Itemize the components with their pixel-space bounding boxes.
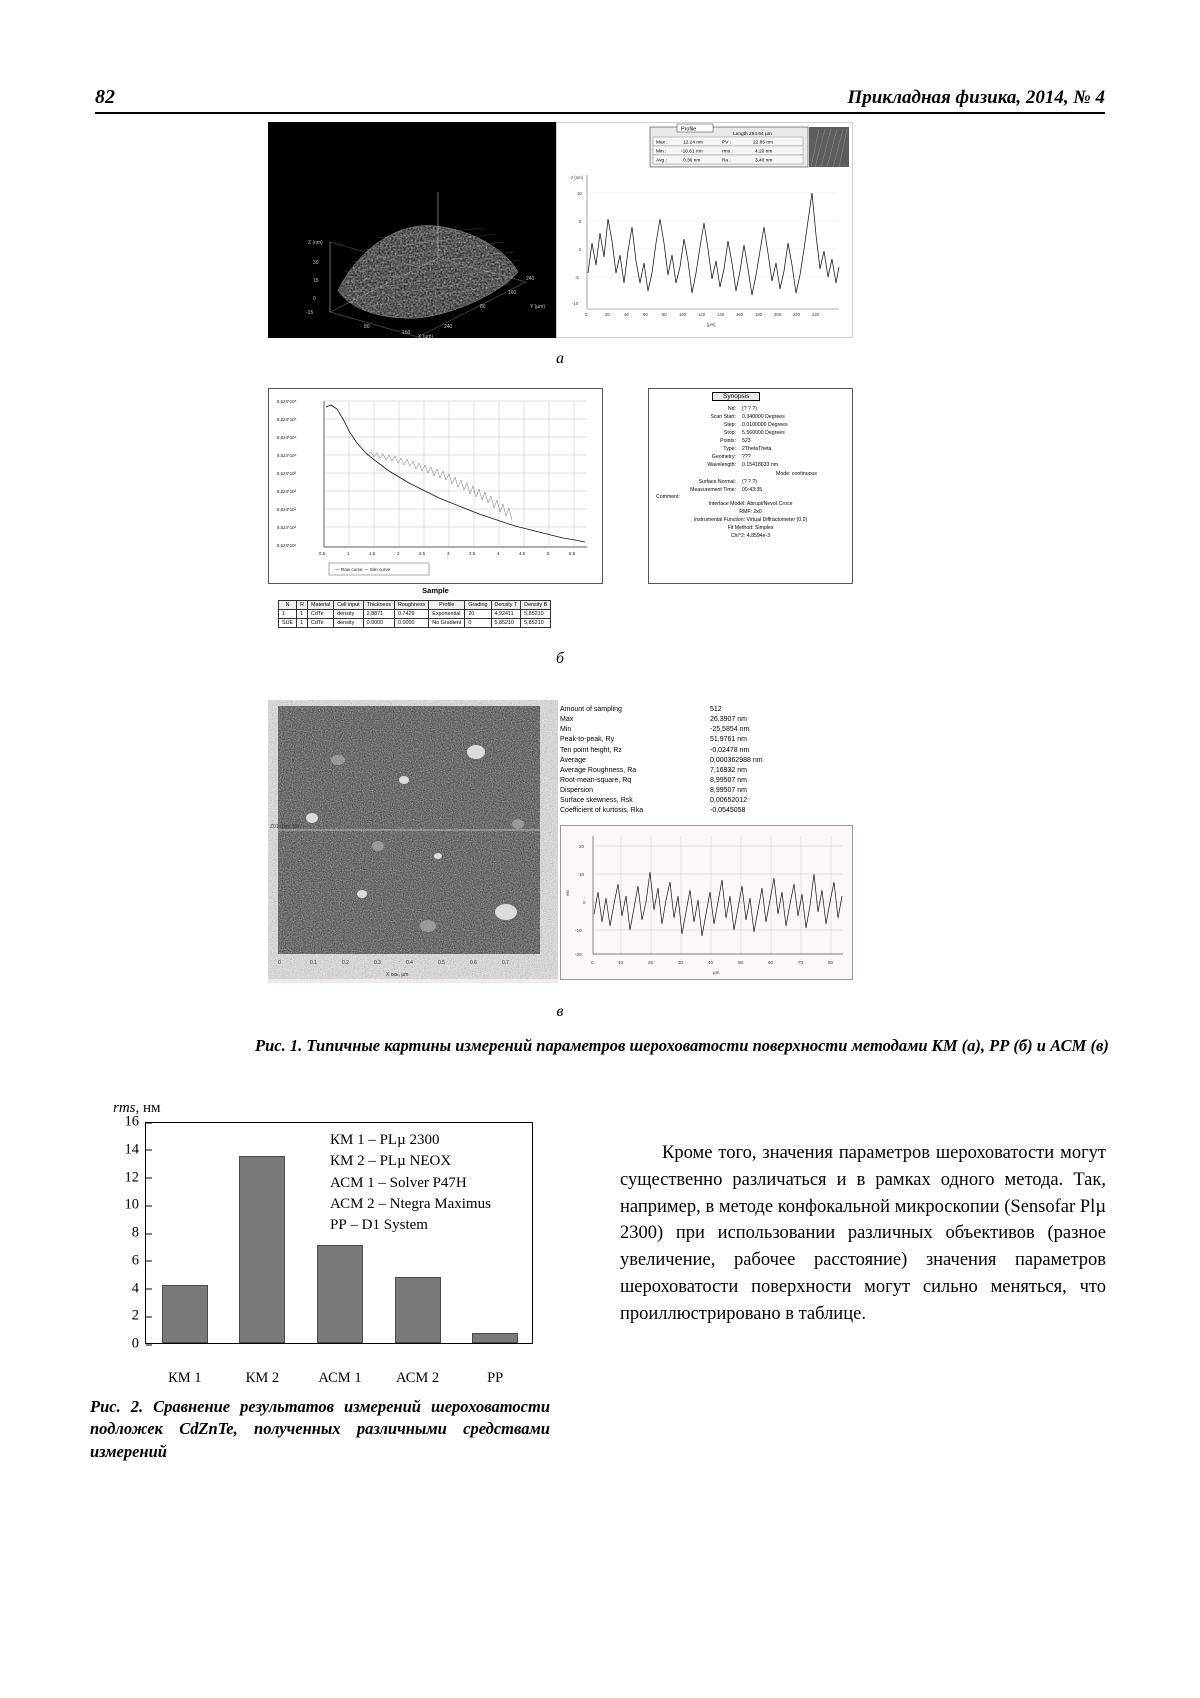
confocal-3d-surface-plot xyxy=(268,122,556,338)
svg-text:z (nm): z (nm) xyxy=(571,175,584,180)
chart-y-tick: 4 xyxy=(132,1280,146,1297)
svg-text:1.5: 1.5 xyxy=(369,551,376,556)
chart-legend-item: КМ 2 – PLµ NEOX xyxy=(330,1153,452,1170)
svg-text:15: 15 xyxy=(313,278,319,284)
figure-1-panel-b xyxy=(268,388,853,643)
chart-y-tick: 14 xyxy=(125,1141,147,1158)
svg-text:Max :: Max : xyxy=(656,140,668,146)
svg-text:80: 80 xyxy=(662,312,667,317)
svg-text:0: 0 xyxy=(591,960,594,965)
svg-text:0: 0 xyxy=(579,247,582,252)
chart-y-tick: 8 xyxy=(132,1225,146,1242)
svg-text:[µm]: [µm] xyxy=(707,322,716,327)
afm-statistics-list: Amount of sampling 512 Max 26,3907 nm Min -25,5854 nm Peak-to-peak, Ry 51,9761 nm Ten point height, Rz -0,02478 nm Average 0,000362988 nm Average Roughness, Ra 7,16932 nm Root-mean-square, Rq 8,99507 nm Dispersion 8,99507 nm Surface skewness, Rsk 0,00652012 Coefficient of kurtosis, Rka -0,0545058 xyxy=(560,706,763,815)
svg-text:8,624*10⁵: 8,624*10⁵ xyxy=(277,417,297,422)
chart-x-tick-label: РР xyxy=(487,1370,504,1386)
figure-1-panel-c-letter: в xyxy=(556,1003,564,1020)
svg-text:Length 254.64 µm: Length 254.64 µm xyxy=(733,132,772,137)
svg-text:8,624*10²: 8,624*10² xyxy=(277,507,297,512)
svg-text:160: 160 xyxy=(736,312,744,317)
chart-bar xyxy=(395,1277,441,1343)
svg-text:-5: -5 xyxy=(575,275,579,280)
svg-text:rms :: rms : xyxy=(722,149,733,155)
svg-text:0: 0 xyxy=(278,960,281,966)
svg-text:240: 240 xyxy=(444,324,453,330)
body-paragraph: Кроме того, значения параметров шероховатости могут существенно различаться и в рамках одного метода. Так, например, в методе конфокальной микроскопии (Sensofar Plµ 2300) при использовании различных объективов (разное увеличение, рабочее расстояние) значения параметров шероховатости поверхности могут сильно меняться, что проиллюстрировано в таблице. xyxy=(620,1143,1106,1324)
svg-text:-10: -10 xyxy=(575,928,582,933)
chart-bar xyxy=(162,1285,208,1343)
figure-1-panel-c xyxy=(268,700,853,995)
svg-text:80: 80 xyxy=(364,324,370,330)
svg-text:3: 3 xyxy=(447,551,450,556)
svg-text:100: 100 xyxy=(679,312,687,317)
svg-text:3.40 nm: 3.40 nm xyxy=(755,158,773,164)
svg-text:60: 60 xyxy=(643,312,648,317)
figure-2-bar-chart xyxy=(95,1100,555,1386)
chart-x-tick-label: АСМ 2 xyxy=(395,1370,440,1386)
svg-text:8,624*10⁴: 8,624*10⁴ xyxy=(277,435,297,440)
svg-text:4.5: 4.5 xyxy=(519,551,526,556)
chart-legend-item: АСМ 1 – Solver P47H xyxy=(330,1174,467,1191)
svg-text:80: 80 xyxy=(828,960,834,965)
svg-text:40: 40 xyxy=(624,312,629,317)
svg-text:-10.61 nm: -10.61 nm xyxy=(681,149,703,155)
header-rule xyxy=(95,112,1105,114)
svg-text:70: 70 xyxy=(798,960,804,965)
svg-text:60: 60 xyxy=(768,960,774,965)
svg-text:8,624*10⁵: 8,624*10⁵ xyxy=(277,399,297,404)
svg-text:Profile: Profile xyxy=(681,126,697,133)
svg-text:1: 1 xyxy=(347,551,350,556)
afm-topography-image xyxy=(268,700,558,983)
svg-text:4: 4 xyxy=(497,551,500,556)
table-row: SUE 1 CdTe density 0.0000 0.0000 No Gradient 0 5,85210 5,85210 xyxy=(279,619,551,628)
chart-bar xyxy=(239,1156,285,1343)
svg-text:8,624*10³: 8,624*10³ xyxy=(277,471,297,476)
xrr-parameter-table xyxy=(278,600,551,628)
svg-text:5.5: 5.5 xyxy=(569,551,576,556)
axis-label-x: X (µm) xyxy=(418,334,434,338)
table-header-row: N R Material Cell input Thickness Roughness Profile Grading Density T Density B xyxy=(279,601,551,610)
xrr-reflectivity-plot xyxy=(268,388,603,584)
chart-y-tick: 12 xyxy=(125,1169,147,1186)
svg-text:160: 160 xyxy=(508,290,517,296)
chart-legend xyxy=(330,1130,491,1236)
svg-text:8,624*10¹: 8,624*10¹ xyxy=(277,543,297,548)
running-header xyxy=(95,86,1105,109)
svg-text:Avg :: Avg : xyxy=(656,158,667,164)
svg-text:0.36 nm: 0.36 nm xyxy=(683,158,701,164)
table-row: 1 1 CdTe density 2,8871 0.7429 Exponential 20 4,92411 5,85210 xyxy=(279,610,551,619)
svg-text:12.24 nm: 12.24 nm xyxy=(683,140,704,146)
chart-legend-item: АСМ 2 – Ntegra Maximus xyxy=(330,1195,491,1212)
chart-y-tick: 2 xyxy=(132,1308,146,1325)
svg-text:180: 180 xyxy=(755,312,763,317)
chart-legend-item: РР – D1 System xyxy=(330,1217,428,1234)
svg-text:µm: µm xyxy=(713,970,720,975)
svg-text:0.3: 0.3 xyxy=(374,960,381,966)
svg-text:5: 5 xyxy=(579,219,582,224)
svg-text:30: 30 xyxy=(313,260,319,266)
svg-text:200: 200 xyxy=(774,312,782,317)
sample-label: Sample xyxy=(422,586,449,595)
svg-text:240: 240 xyxy=(812,312,820,317)
svg-text:5: 5 xyxy=(547,551,550,556)
svg-text:240: 240 xyxy=(526,276,535,282)
svg-text:0.7: 0.7 xyxy=(502,960,509,966)
chart-bar xyxy=(317,1245,363,1344)
axis-label-y: Y (µm) xyxy=(530,304,546,310)
chart-y-tick: 10 xyxy=(125,1197,147,1214)
chart-legend-item: КМ 1 – PLµ 2300 xyxy=(330,1132,440,1148)
chart-y-axis-label-unit: , нм xyxy=(135,1100,161,1116)
svg-text:140: 140 xyxy=(717,312,725,317)
svg-text:4.20 nm: 4.20 nm xyxy=(755,149,773,155)
xrr-synopsis-panel: Synopsis Nd: (? ? ?) Scan Start: 0.340000 Degrees Step: 0.0100000 Degrees Stop: 5.560000 Degrees Points: 523 Type: 2ThetaTheta Geometry: ??? Wavelength: 0.15418633 nm Mode: continuous Surface Normal: (? ? ?) Measurement Time: 00:43:35 Comment: Interface Model: Abrupt/Nevot Croce RMF: 2x0 Instrumental Function: Virtual Diffractometer (0.0) Fit Method: Simplex Chi^2: 4,8594e-3 xyxy=(648,388,853,584)
svg-text:2.5: 2.5 xyxy=(419,551,426,556)
page-number: 82 xyxy=(95,86,115,108)
axis-label-z: Z (nm) xyxy=(308,240,323,246)
svg-text:-10: -10 xyxy=(572,301,579,306)
svg-text:20: 20 xyxy=(648,960,654,965)
figure-2-caption: Рис. 2. Сравнение результатов измерений шероховатости подложек CdZnTe, полученных различными средствами измерений xyxy=(90,1397,550,1461)
afm-line-profile-plot xyxy=(560,825,853,980)
svg-text:220: 220 xyxy=(793,312,801,317)
svg-text:0: 0 xyxy=(313,296,316,302)
svg-text:0.2: 0.2 xyxy=(342,960,349,966)
confocal-profile-panel xyxy=(556,122,853,338)
svg-text:40: 40 xyxy=(708,960,714,965)
svg-text:8,624*10³: 8,624*10³ xyxy=(277,489,297,494)
chart-x-tick-label: КМ 2 xyxy=(245,1370,280,1386)
svg-text:3.5: 3.5 xyxy=(469,551,476,556)
svg-text:0: 0 xyxy=(583,900,586,905)
svg-text:8,624*10⁴: 8,624*10⁴ xyxy=(277,453,297,458)
svg-text:160: 160 xyxy=(402,330,411,336)
figure-1-caption: Рис. 1. Типичные картины измерений параметров шероховатости поверхности методами КМ (а), РР (б) и АСМ (в) xyxy=(255,1036,1109,1055)
svg-text:Min :: Min : xyxy=(656,149,667,155)
svg-text:50: 50 xyxy=(738,960,744,965)
svg-text:0.5: 0.5 xyxy=(438,960,445,966)
svg-text:0.5: 0.5 xyxy=(319,551,326,556)
svg-text:10: 10 xyxy=(579,872,585,877)
svg-text:нм: нм xyxy=(565,890,570,896)
svg-text:0: 0 xyxy=(585,312,588,317)
svg-text:120: 120 xyxy=(698,312,706,317)
chart-x-tick-label: АСМ 1 xyxy=(318,1370,362,1386)
svg-text:20: 20 xyxy=(605,312,610,317)
svg-text:-15: -15 xyxy=(306,310,314,316)
chart-y-tick: 16 xyxy=(125,1114,147,1131)
chart-y-tick: 0 xyxy=(132,1336,146,1353)
svg-text:X ось, µm: X ось, µm xyxy=(386,972,409,978)
svg-text:80: 80 xyxy=(480,304,486,310)
chart-y-tick: 6 xyxy=(132,1252,146,1269)
chart-x-tick-label: КМ 1 xyxy=(168,1370,202,1386)
svg-text:2: 2 xyxy=(397,551,400,556)
journal-reference: Прикладная физика, 2014, № 4 xyxy=(847,87,1105,108)
svg-text:10: 10 xyxy=(577,191,582,196)
chart-bar xyxy=(472,1333,518,1343)
svg-text:22.85 nm: 22.85 nm xyxy=(753,140,774,146)
svg-text:PV :: PV : xyxy=(722,140,732,146)
figure-1-panel-a xyxy=(268,122,853,338)
svg-text:0.6: 0.6 xyxy=(470,960,477,966)
svg-text:0.4: 0.4 xyxy=(406,960,413,966)
svg-text:8,624*10²: 8,624*10² xyxy=(277,525,297,530)
xrr-legend: — Raw curve — Sim curve xyxy=(335,567,391,572)
chart-y-axis-label-symbol: rms xyxy=(113,1100,136,1116)
figure-1-panel-b-letter: б xyxy=(555,650,565,667)
svg-text:Ra :: Ra : xyxy=(722,158,731,164)
svg-text:20: 20 xyxy=(579,844,585,849)
svg-text:0.1: 0.1 xyxy=(310,960,317,966)
svg-text:30: 30 xyxy=(678,960,684,965)
svg-text:Z01 ((nm 16): Z01 ((nm 16) xyxy=(270,824,299,830)
figure-1-panel-a-letter: а xyxy=(556,350,564,367)
synopsis-title: Synopsis xyxy=(712,392,760,401)
svg-text:10: 10 xyxy=(618,960,624,965)
svg-text:-20: -20 xyxy=(575,952,582,957)
